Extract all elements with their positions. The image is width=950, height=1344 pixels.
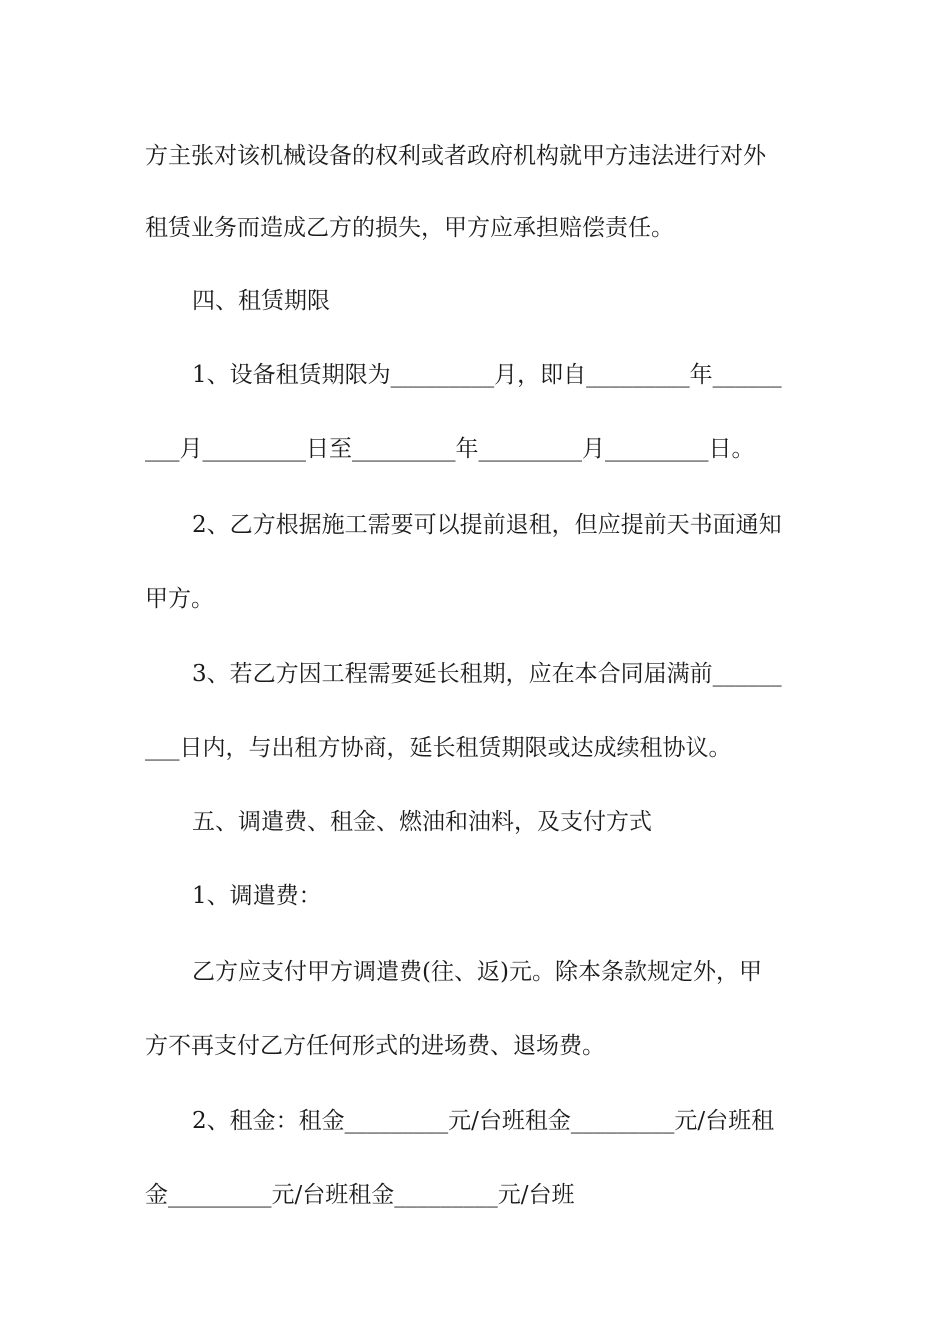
paragraph-line: ___月_________日至_________年_________月_________日。 bbox=[145, 436, 755, 462]
paragraph-line: 1、设备租赁期限为_________月，即自_________年______ bbox=[192, 362, 782, 388]
paragraph-line: 2、租金：租金_________元/台班租金_________元/台班租 bbox=[192, 1108, 775, 1134]
section-heading-lease-term: 四、租赁期限 bbox=[192, 288, 330, 314]
paragraph-line: ___日内，与出租方协商，延长租赁期限或达成续租协议。 bbox=[145, 735, 732, 761]
section-heading-fees: 五、调遣费、租金、燃油和油料，及支付方式 bbox=[192, 809, 652, 835]
paragraph-line: 1、调遣费： bbox=[192, 883, 322, 909]
paragraph-line: 金_________元/台班租金_________元/台班 bbox=[145, 1182, 575, 1208]
paragraph-line: 乙方应支付甲方调遣费(往、返)元。除本条款规定外，甲 bbox=[192, 959, 762, 985]
paragraph-line: 方主张对该机械设备的权利或者政府机构就甲方违法进行对外 bbox=[145, 143, 766, 169]
paragraph-line: 3、若乙方因工程需要延长租期，应在本合同届满前______ bbox=[192, 661, 782, 687]
paragraph-line: 方不再支付乙方任何形式的进场费、退场费。 bbox=[145, 1033, 605, 1059]
paragraph-line: 租赁业务而造成乙方的损失，甲方应承担赔偿责任。 bbox=[145, 215, 674, 241]
paragraph-line: 2、乙方根据施工需要可以提前退租，但应提前天书面通知 bbox=[192, 512, 782, 538]
paragraph-line: 甲方。 bbox=[145, 586, 214, 612]
